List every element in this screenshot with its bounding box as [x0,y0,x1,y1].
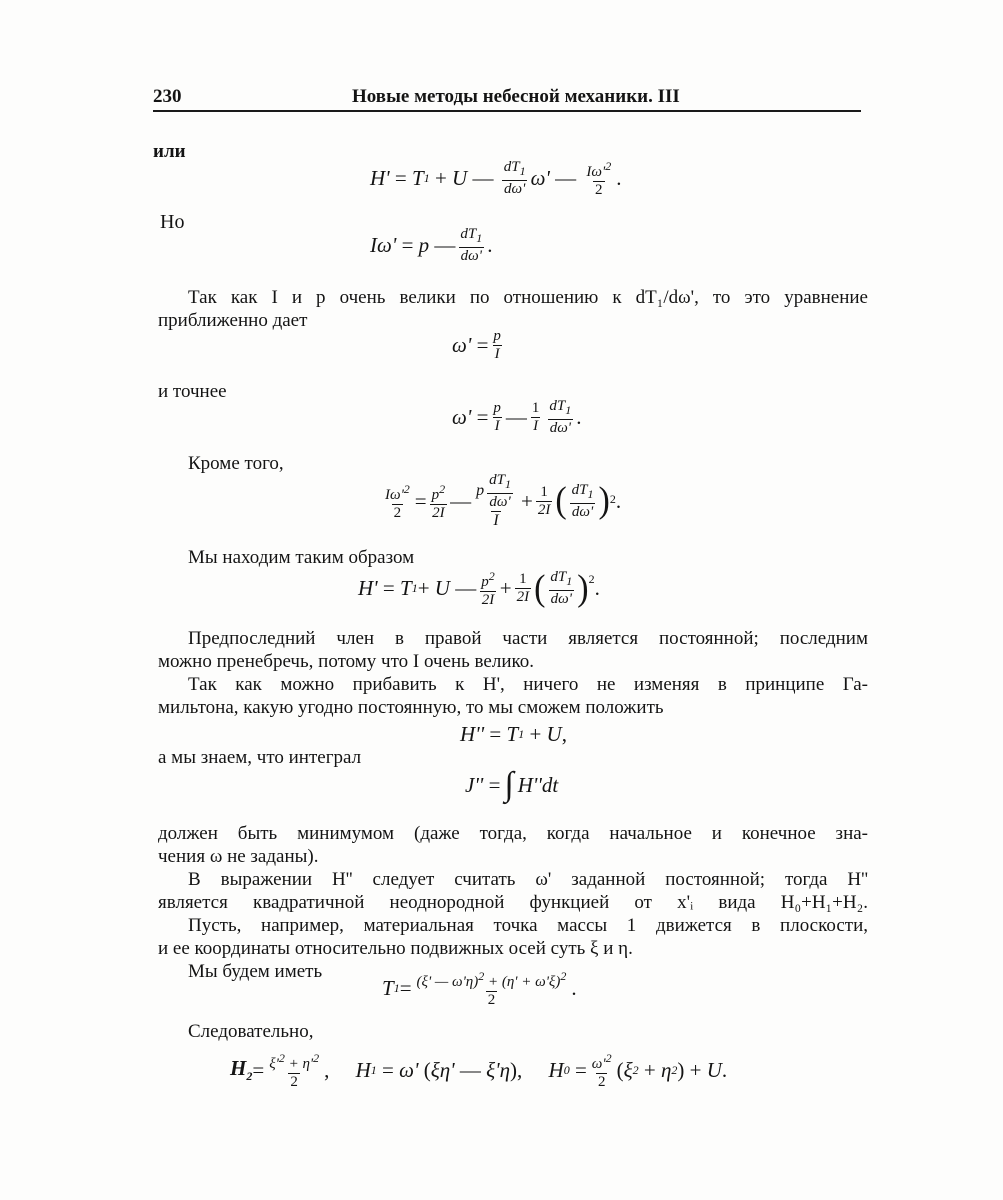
page-number: 230 [153,86,182,107]
paragraph-2-line-1: Предпоследний член в правой части является постоянной; последним [188,628,868,649]
header-rule [153,110,861,112]
paragraph-5-line-1: В выражении H'' следует считать ω' заданной постоянной; тогда H'' [188,869,868,890]
word-ili: или [153,141,186,162]
paragraph-1-line-2: приближенно дает [158,310,308,331]
equation-2: Iω' = p — $\frac{dT_1}{d\omega'}$ . [370,226,493,264]
paragraph-3-line-1: Так как можно прибавить к H', ничего не изменяя в принципе Га- [188,674,868,695]
phrase-my-znaem: а мы знаем, что интеграл [158,747,362,768]
paragraph-2-line-2: можно пренебречь, потому что I очень велико. [158,651,535,672]
phrase-my-nahodim: Мы находим таким образом [188,547,415,568]
phrase-my-budem: Мы будем иметь [188,961,323,982]
equation-7: H'' = T 1 + U , [460,722,567,746]
equation-8: J'' = ∫ H''dt [465,766,559,803]
phrase-sledovatelno: Следовательно, [188,1021,314,1042]
equation-6: H' = T 1 + U — $\frac{p^2}{2I}$ + $\frac{1}{2I}$ ( $\frac{dT_1}{d\omega'}$ ) $^2$ . [358,567,600,609]
paragraph-4-line-2: чения ω не заданы). [158,846,319,867]
equation-1: H' = T 1 + U — $\frac{dT_1}{d\omega'}$ ω' — $\frac{I\omega'^2}{2}$ . [370,159,622,198]
paragraph-6-line-2: и ее координаты относительно подвижных осей суть ξ и η. [158,938,633,959]
running-title: Новые методы небесной механики. III [352,86,680,107]
equation-4: ω' = $\frac{p}{I}$ — $\frac{1}{I}$ $\frac{dT_1}{d\omega'}$ . [452,398,582,436]
phrase-krome-togo: Кроме того, [188,453,284,474]
paragraph-6-line-1: Пусть, например, материальная точка массы 1 движется в плоскости, [188,915,868,936]
paragraph-1-line-1: Так как I и p очень велики по отношению к dT₁/dω', то это уравнение [188,287,868,308]
phrase-i-tochnee: и точнее [158,381,227,402]
word-no: Но [160,211,185,233]
paragraph-4-line-1: должен быть минимумом (даже тогда, когда начальное и конечное зна- [158,823,868,844]
equation-5: $\frac{I\omega'^2}{2}$ = $\frac{p^2}{2I}$ — p $\frac{dT_1}{d\omega'}$ I + $\frac{1}{2I}$ ( $\frac{dT_1}{d\omega'}$ ) 2 . [385,472,622,529]
equation-9: T 1 = $\frac{(\xi' — \omega'\eta)^2 + (\eta' + \omega'\xi)^2}{2}$ . [382,969,577,1008]
equation-3: ω' = $\frac{p}{I}$ [452,328,501,362]
equation-10: $H_2$ = $\frac{\xi'^2 + \eta'^2}{2}$ , H 1 = ω' ( ξη' — ξ'η ), H 0 = $\frac{\omega'^2}{2}$ ( ξ 2 + η 2 ) + U . [230,1051,728,1090]
paragraph-5-line-2: является квадратичной неоднородной функцией от x'ᵢ вида H₀+H₁+H₂. [158,892,868,913]
paragraph-3-line-2: мильтона, какую угодно постоянную, то мы сможем положить [158,697,664,718]
